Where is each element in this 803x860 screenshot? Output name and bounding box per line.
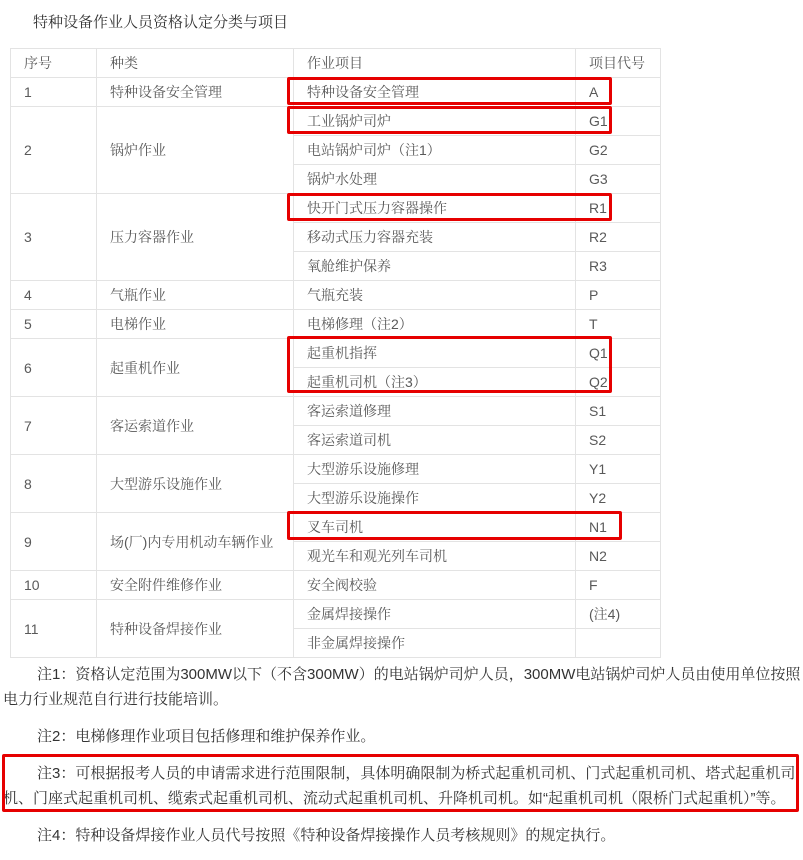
- project-code-cell: R1: [576, 194, 661, 223]
- project-name-cell: 氧舱维护保养: [294, 252, 576, 281]
- project-name-cell: 金属焊接操作: [294, 600, 576, 629]
- project-name-cell: 快开门式压力容器操作: [294, 194, 576, 223]
- project-code-cell: G1: [576, 107, 661, 136]
- project-code-cell: Y1: [576, 455, 661, 484]
- project-name-cell: 大型游乐设施修理: [294, 455, 576, 484]
- project-code-cell: N2: [576, 542, 661, 571]
- project-name-cell: 安全阀校验: [294, 571, 576, 600]
- category-cell: 压力容器作业: [97, 194, 294, 281]
- project-code-cell: Y2: [576, 484, 661, 513]
- table-header-row: [11, 49, 661, 78]
- table-row: [11, 281, 661, 310]
- serial-cell: 8: [11, 455, 97, 513]
- col-header-category: 种类: [97, 49, 294, 78]
- table-row: [11, 571, 661, 600]
- project-code-cell: Q2: [576, 368, 661, 397]
- category-cell: 特种设备焊接作业: [97, 600, 294, 658]
- serial-cell: 4: [11, 281, 97, 310]
- project-name-cell: 起重机司机（注3）: [294, 368, 576, 397]
- table-row: [11, 78, 661, 107]
- table-row: [11, 513, 661, 542]
- project-code-cell: F: [576, 571, 661, 600]
- category-cell: 锅炉作业: [97, 107, 294, 194]
- note-2: 注2：电梯修理作业项目包括修理和维护保养作业。: [37, 728, 376, 745]
- project-name-cell: 起重机指挥: [294, 339, 576, 368]
- project-name-cell: 客运索道修理: [294, 397, 576, 426]
- notes-section: [3, 662, 801, 860]
- col-header-serial: 序号: [11, 49, 97, 78]
- col-header-project: 作业项目: [294, 49, 576, 78]
- serial-cell: 5: [11, 310, 97, 339]
- project-code-cell: Q1: [576, 339, 661, 368]
- serial-cell: 6: [11, 339, 97, 397]
- project-code-cell: S2: [576, 426, 661, 455]
- table-row: [11, 339, 661, 368]
- project-code-cell: R3: [576, 252, 661, 281]
- project-code-cell: S1: [576, 397, 661, 426]
- category-cell: 场(厂)内专用机动车辆作业: [97, 513, 294, 571]
- category-cell: 特种设备安全管理: [97, 78, 294, 107]
- project-code-cell: (注4): [576, 600, 661, 629]
- category-cell: 起重机作业: [97, 339, 294, 397]
- col-header-code: 项目代号: [576, 49, 661, 78]
- project-code-cell: A: [576, 78, 661, 107]
- project-code-cell: [576, 629, 661, 658]
- serial-cell: 9: [11, 513, 97, 571]
- project-name-cell: 锅炉水处理: [294, 165, 576, 194]
- project-name-cell: 移动式压力容器充装: [294, 223, 576, 252]
- table-row: [11, 310, 661, 339]
- table-row: [11, 455, 661, 484]
- serial-cell: 3: [11, 194, 97, 281]
- page-title: 特种设备作业人员资格认定分类与项目: [33, 14, 289, 31]
- table-row: [11, 194, 661, 223]
- project-name-cell: 观光车和观光列车司机: [294, 542, 576, 571]
- project-name-cell: 电站锅炉司炉（注1）: [294, 136, 576, 165]
- table-row: [11, 107, 661, 136]
- project-code-cell: G2: [576, 136, 661, 165]
- note-3: 注3：可根据报考人员的申请需求进行范围限制，具体明确限制为桥式起重机司机、门式起重机司机、塔式起重机司机、门座式起重机司机、缆索式起重机司机、流动式起重机司机、升降机司机。如“起重机司机（限桥门式起重机）”等。: [3, 765, 796, 807]
- category-cell: 气瓶作业: [97, 281, 294, 310]
- serial-cell: 11: [11, 600, 97, 658]
- project-code-cell: P: [576, 281, 661, 310]
- qualification-table: [10, 48, 661, 658]
- serial-cell: 10: [11, 571, 97, 600]
- project-name-cell: 非金属焊接操作: [294, 629, 576, 658]
- serial-cell: 1: [11, 78, 97, 107]
- category-cell: 客运索道作业: [97, 397, 294, 455]
- project-name-cell: 特种设备安全管理: [294, 78, 576, 107]
- project-code-cell: G3: [576, 165, 661, 194]
- project-code-cell: N1: [576, 513, 661, 542]
- category-cell: 电梯作业: [97, 310, 294, 339]
- project-name-cell: 气瓶充装: [294, 281, 576, 310]
- table-row: [11, 600, 661, 629]
- project-name-cell: 工业锅炉司炉: [294, 107, 576, 136]
- project-name-cell: 电梯修理（注2）: [294, 310, 576, 339]
- note-4: 注4：特种设备焊接作业人员代号按照《特种设备焊接操作人员考核规则》的规定执行。: [37, 827, 616, 844]
- serial-cell: 7: [11, 397, 97, 455]
- table-row: [11, 397, 661, 426]
- project-name-cell: 客运索道司机: [294, 426, 576, 455]
- serial-cell: 2: [11, 107, 97, 194]
- category-cell: 安全附件维修作业: [97, 571, 294, 600]
- project-name-cell: 叉车司机: [294, 513, 576, 542]
- project-code-cell: R2: [576, 223, 661, 252]
- project-name-cell: 大型游乐设施操作: [294, 484, 576, 513]
- note-1: 注1：资格认定范围为300MW以下（不含300MW）的电站锅炉司炉人员，300MW电站锅炉司炉人员由使用单位按照电力行业规范自行进行技能培训。: [3, 666, 801, 708]
- category-cell: 大型游乐设施作业: [97, 455, 294, 513]
- project-code-cell: T: [576, 310, 661, 339]
